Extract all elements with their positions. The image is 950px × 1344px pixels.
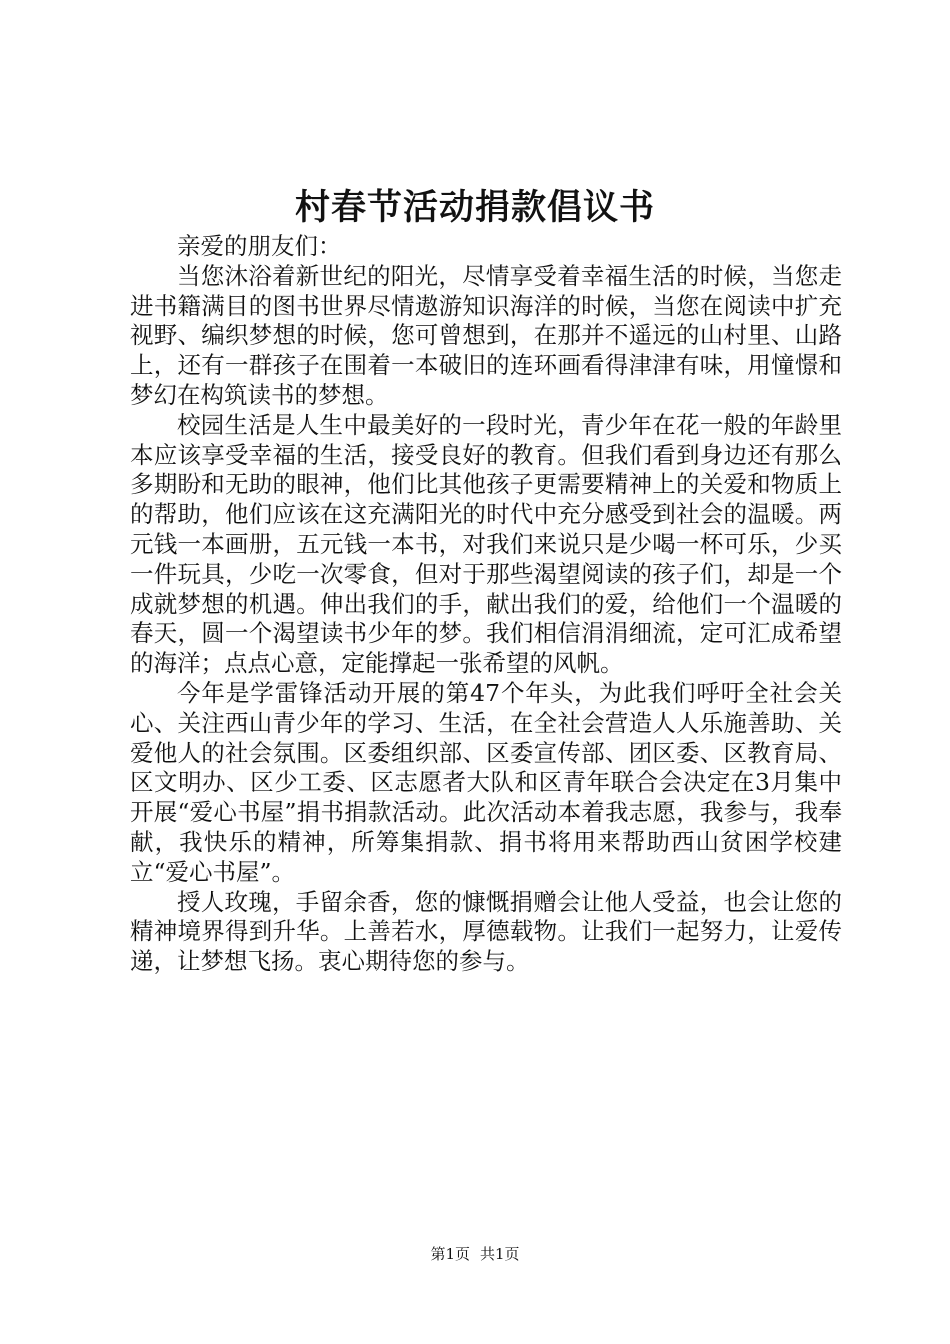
paragraph-4: 授人玫瑰，手留余香，您的慷慨捐赠会让他人受益，也会让您的精神境界得到升华。上善若水，厚德载物。让我们一起努力，让爱传递，让梦想飞扬。衷心期待您的参与。 — [130, 887, 842, 976]
page-footer — [0, 1243, 950, 1265]
paragraph-3: 今年是学雷锋活动开展的第47个年头，为此我们呼吁全社会关心、关注西山青少年的学习、生活，在全社会营造人人乐施善助、关爱他人的社会氛围。区委组织部、区委宣传部、团区委、区教育局、区文明办、区少工委、区志愿者大队和区青年联合会决定在3月集中开展“爱心书屋”捐书捐款活动。此次活动本着我志愿，我参与，我奉献，我快乐的精神，所筹集捐款、捐书将用来帮助西山贫困学校建立“爱心书屋”。 — [130, 678, 842, 886]
document-title: 村春节活动捐款倡议书 — [294, 187, 655, 228]
paragraph-1: 当您沐浴着新世纪的阳光，尽情享受着幸福生活的时候，当您走进书籍满目的图书世界尽情遨游知识海洋的时候，当您在阅读中扩充视野、编织梦想的时候，您可曾想到，在那并不遥远的山村里、山路上，还有一群孩子在围着一本破旧的连环画看得津津有味，用憧憬和梦幻在构筑读书的梦想。 — [130, 261, 842, 409]
salutation: 亲爱的朋友们： — [177, 232, 342, 260]
page-total: 共1页 — [480, 1245, 520, 1263]
page-number: 第1页 — [430, 1245, 470, 1263]
document-body — [130, 232, 842, 977]
paragraph-2: 校园生活是人生中最美好的一段时光，青少年在花一般的年龄里本应该享受幸福的生活，接受良好的教育。但我们看到身边还有那么多期盼和无助的眼神，他们比其他孩子更需要精神上的关爱和物质上的帮助，他们应该在这充满阳光的时代中充分感受到社会的温暖。两元钱一本画册，五元钱一本书，对我们来说只是少喝一杯可乐，少买一件玩具，少吃一次零食，但对于那些渴望阅读的孩子们，却是一个成就梦想的机遇。伸出我们的手，献出我们的爱，给他们一个温暖的春天，圆一个渴望读书少年的梦。我们相信涓涓细流，定可汇成希望的海洋；点点心意，定能撑起一张希望的风帆。 — [130, 410, 842, 678]
